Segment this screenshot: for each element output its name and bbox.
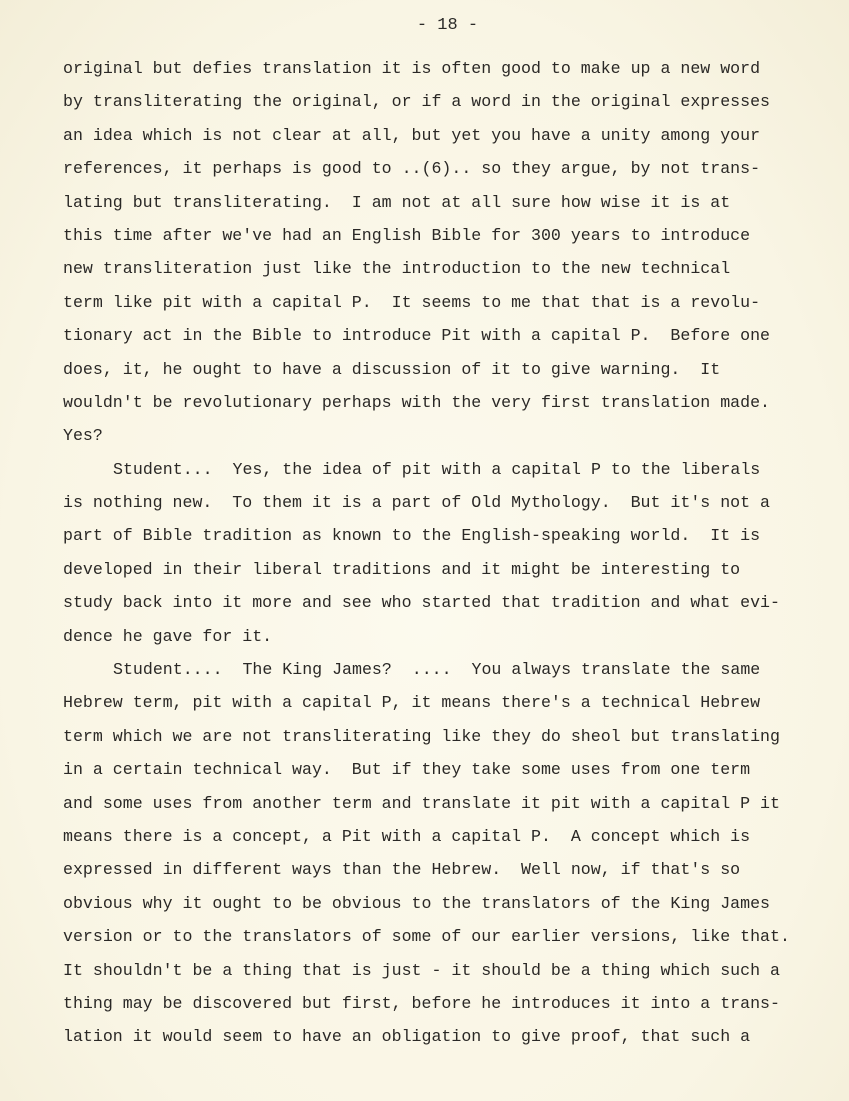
text-line: dence he gave for it. — [63, 626, 273, 646]
paragraph-start-line: Student.... The King James? .... You always translate the same — [113, 660, 761, 680]
text-line: developed in their liberal traditions and it might be interesting to — [63, 559, 741, 579]
text-line: term like pit with a capital P. It seems to me that that is a revolu- — [63, 292, 761, 312]
text-line: part of Bible tradition as known to the English-speaking world. It is — [63, 526, 761, 546]
text-line: is nothing new. To them it is a part of Old Mythology. But it's not a — [63, 493, 771, 513]
text-line: study back into it more and see who started that tradition and what evi- — [63, 593, 780, 613]
text-line: wouldn't be revolutionary perhaps with the very first translation made. — [63, 392, 771, 412]
text-line: Hebrew term, pit with a capital P, it means there's a technical Hebrew — [63, 693, 761, 713]
text-line: expressed in different ways than the Hebrew. Well now, if that's so — [63, 860, 741, 880]
text-line: this time after we've had an English Bible for 300 years to introduce — [63, 225, 751, 245]
text-line: Yes? — [63, 426, 103, 446]
text-line: lation it would seem to have an obligation to give proof, that such a — [63, 1027, 751, 1047]
page-number: - 18 - — [416, 16, 479, 35]
text-line: It shouldn't be a thing that is just - it should be a thing which such a — [63, 960, 780, 980]
paragraph-start-line: Student... Yes, the idea of pit with a capital P to the liberals — [113, 459, 761, 479]
text-line: an idea which is not clear at all, but yet you have a unity among your — [63, 125, 761, 145]
text-line: tionary act in the Bible to introduce Pit with a capital P. Before one — [63, 326, 771, 346]
text-line: does, it, he ought to have a discussion of it to give warning. It — [63, 359, 721, 379]
text-line: obvious why it ought to be obvious to the translators of the King James — [63, 893, 771, 913]
text-line: thing may be discovered but first, before he introduces it into a trans- — [63, 993, 780, 1013]
text-line: term which we are not transliterating like they do sheol but translating — [63, 726, 780, 746]
text-line: by transliterating the original, or if a word in the original expresses — [63, 92, 771, 112]
body-text — [63, 52, 843, 1054]
text-line: lating but transliterating. I am not at all sure how wise it is at — [63, 192, 731, 212]
text-line: references, it perhaps is good to ..(6).. so they argue, by not trans- — [63, 159, 761, 179]
text-line: version or to the translators of some of our earlier versions, like that. — [63, 927, 790, 947]
text-line: in a certain technical way. But if they take some uses from one term — [63, 760, 751, 780]
text-line: new transliteration just like the introduction to the new technical — [63, 259, 731, 279]
text-line: means there is a concept, a Pit with a capital P. A concept which is — [63, 826, 751, 846]
text-line: and some uses from another term and translate it pit with a capital P it — [63, 793, 780, 813]
text-line: original but defies translation it is often good to make up a new word — [63, 59, 761, 78]
